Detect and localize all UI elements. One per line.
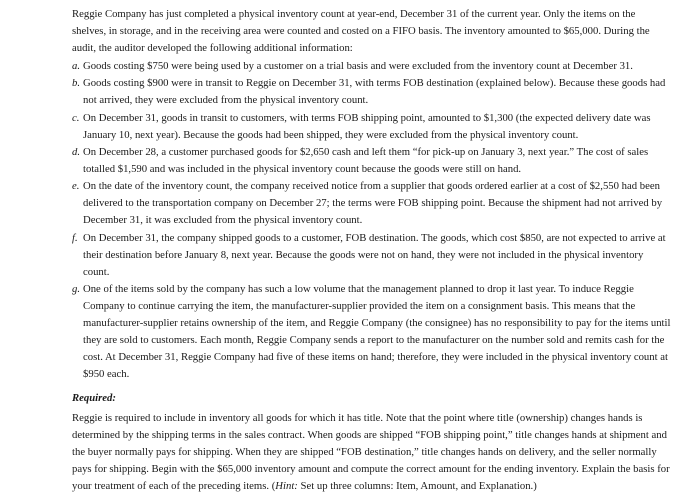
item-letter: e.: [72, 180, 80, 193]
item-letter: g.: [72, 283, 81, 296]
list-item: [72, 230, 671, 281]
item-letter: b.: [72, 77, 81, 90]
closing-text: Reggie is required to include in inventory all goods for which it has title. Note that the point where title (ownership) changes hands is determined by the shipping terms in the sales contract. When goods are shipped “FOB shipping point,” title changes hands at shipment and the buyer normally pays for shipping. When they are shipped “FOB destination,” title changes hands on delivery, and the seller normally pays for shipping. Begin with the $65,000 inventory amount and compute the correct amount for the ending inventory. Explain the basis for your treatment of each of the preceding items. (: [72, 412, 670, 493]
list-item: [72, 110, 671, 144]
item-text: On December 31, goods in transit to customers, with terms FOB shipping point, amounted to $1,300 (the expected delivery date was January 10, next year). Because the goods had been shipped, they were excluded from the physical inventory count.: [83, 111, 651, 141]
item-letter: a.: [72, 59, 81, 72]
item-list: [72, 58, 671, 383]
item-letter: f.: [72, 231, 78, 244]
intro-paragraph: Reggie Company has just completed a physical inventory count at year-end, December 31 of the current year. Only the items on the shelves, in storage, and in the receiving area were counted and costed on a FIFO basis. The inventory amounted to $65,000. During the audit, the auditor developed the following additional information:: [72, 8, 650, 54]
list-item: [72, 281, 671, 382]
item-letter: d.: [72, 146, 81, 159]
list-item: [72, 144, 671, 178]
item-letter: c.: [72, 111, 80, 124]
item-text: On December 28, a customer purchased goods for $2,650 cash and left them “for pick-up on January 3, next year.” The cost of sales totalled $1,590 and was included in the physical inventory count because the goods were still on hand.: [83, 146, 649, 175]
hint-label: Hint:: [275, 480, 298, 493]
list-item: [72, 75, 671, 109]
item-text: Goods costing $900 were in transit to Reggie on December 31, with terms FOB destination (explained below). Because these goods had not arrived, they were excluded from the physical inventory count.: [83, 77, 666, 107]
hint-text: Set up three columns: Item, Amount, and Explanation.): [297, 480, 537, 493]
item-text: On December 31, the company shipped goods to a customer, FOB destination. The goods, which cost $850, are not expected to arrive at their destination before January 8, next year. Because the goods were not on hand, they were not included in the physical inventory count.: [83, 231, 666, 278]
list-item: [72, 58, 671, 75]
item-text: On the date of the inventory count, the company received notice from a supplier that goods ordered earlier at a cost of $2,550 had been delivered to the transportation company on December 27; the terms were FOB shipping point. Because the shipment had not arrived by December 31, it was excluded from the physical inventory count.: [83, 180, 663, 227]
list-item: [72, 178, 671, 229]
item-text: One of the items sold by the company has such a low volume that the management planned to drop it last year. To induce Reggie Company to continue carrying the item, the manufacturer-supplier provided the item on a consignment basis. This means that the manufacturer-supplier retains ownership of the item, and Reggie Company (the consignee) has no responsibility to pay for the items until they are sold to customers. Each month, Reggie Company sends a report to the manufacturer on the number sold and remits cash for the cost. At December 31, Reggie Company had five of these items on hand; therefore, they were included in the physical inventory count at $950 each.: [83, 283, 671, 380]
required-heading: Required:: [72, 391, 116, 404]
closing-paragraph: [72, 410, 671, 495]
item-text: Goods costing $750 were being used by a customer on a trial basis and were excluded from the inventory count at December 31.: [83, 59, 633, 72]
